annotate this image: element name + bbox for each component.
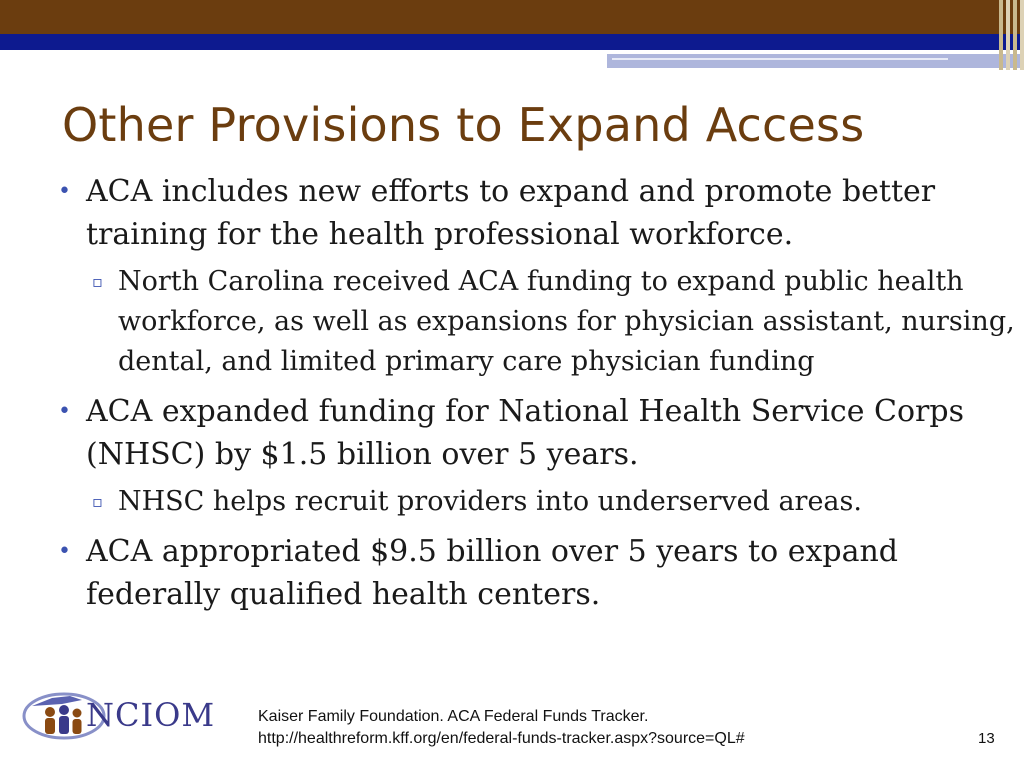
decorative-stripes <box>994 0 1024 70</box>
top-lavender-line <box>612 58 948 60</box>
bullet-icon: • <box>58 399 71 424</box>
sub-bullet-1-1 <box>58 262 1018 382</box>
top-lavender-bar <box>607 54 1024 68</box>
bullet-3 <box>58 530 1018 616</box>
top-navy-bar <box>0 34 1024 50</box>
bullet-2-text: ACA expanded funding for National Health Service Corps (NHSC) by $1.5 billion over 5 years. <box>86 394 964 472</box>
sub-bullet-icon: ▫ <box>92 492 103 511</box>
slide-title: Other Provisions to Expand Access <box>62 98 865 152</box>
sub-bullet-2-1-text: NHSC helps recruit providers into underserved areas. <box>118 486 862 517</box>
citation-line-2: http://healthreform.kff.org/en/federal-funds-tracker.aspx?source=QL# <box>258 730 745 747</box>
bullet-icon: • <box>58 179 71 204</box>
bullet-2 <box>58 390 1018 476</box>
slide-body <box>58 170 1018 622</box>
bullet-1-text: ACA includes new efforts to expand and promote better training for the health professional workforce. <box>86 174 936 252</box>
bullet-icon: • <box>58 539 71 564</box>
sub-bullet-1-1-text: North Carolina received ACA funding to expand public health workforce, as well as expansions for physician assistant, nursing, dental, and limited primary care physician funding <box>118 266 1015 377</box>
bullet-1 <box>58 170 1018 256</box>
page-number: 13 <box>978 730 995 747</box>
citation <box>258 706 745 750</box>
sub-bullet-icon: ▫ <box>92 272 103 291</box>
sub-bullet-2-1 <box>58 482 1018 522</box>
logo-text: NCIOM <box>86 696 216 734</box>
top-brown-bar <box>0 0 1024 34</box>
bullet-3-text: ACA appropriated $9.5 billion over 5 years to expand federally qualified health centers. <box>86 534 898 612</box>
citation-line-1: Kaiser Family Foundation. ACA Federal Funds Tracker. <box>258 708 649 725</box>
